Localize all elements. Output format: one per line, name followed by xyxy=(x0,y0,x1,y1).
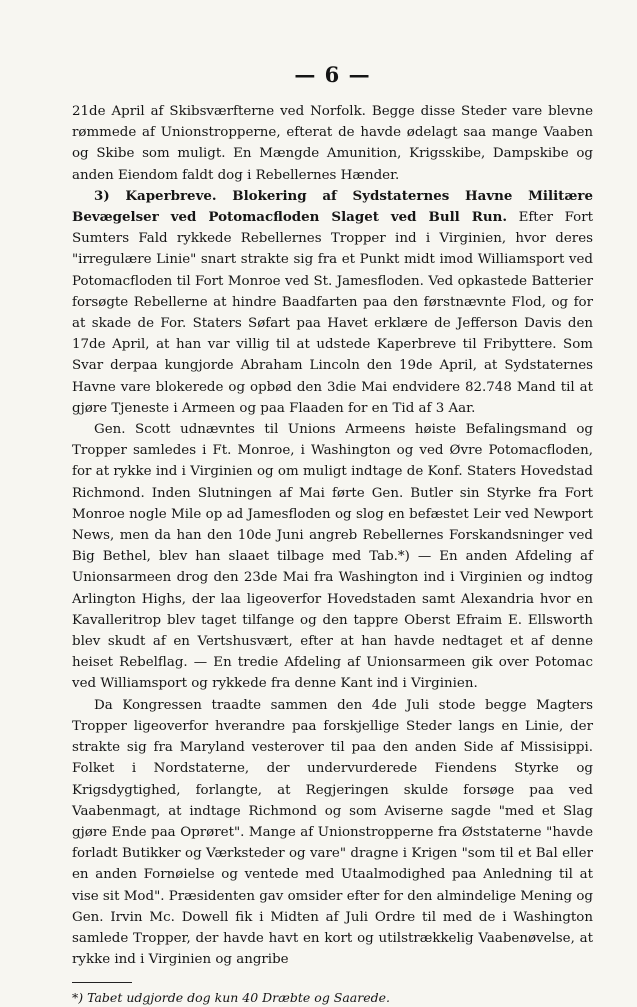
paragraph-1: 21de April af Skibsværfterne ved Norfolk. Begge disse Steder vare blevne rømmede af Unionstropperne, efterat de havde ødelagt saa mange Vaaben og Skibe som muligt. En Mængde Amunition, Krigsskibe, Dampskibe og anden Eiendom faldt dog i Rebellernes Hænder. xyxy=(72,104,593,183)
footnote: *) Tabet udgjorde dog kun 40 Dræbte og Saarede. xyxy=(72,990,391,1006)
paragraph-4: Da Kongressen traadte sammen den 4de Juli stode begge Magters Tropper ligeoverfor hverandre paa forskjellige Steder langs en Linie, der strakte sig fra Maryland vesterover til paa den anden Side af Missisippi. Folket i Nordstaterne, der undervurderede Fiendens Styrke og Krigsdygtighed, forlangte, at Regjeringen skulde forsøge paa ved Vaabenmagt, at indtage Richmond og som Aviserne sagde "med et Slag gjøre Ende paa Oprøret". Mange af Unionstropperne fra Øststaterne "havde forladt Butikker og Værksteder og vare" dragne i Krigen "som til et Bal eller en anden Fornøielse og ventede med Utaalmodighed paa Anledning til at vise sit Mod". Præsidenten gav omsider efter for den almindelige Mening og Gen. Irvin Mc. Dowell fik i Midten af Juli Ordre til med de i Washington samlede Tropper, der havde havt en kort og utilstrækkelig Vaabenøvelse, at rykke ind i Virginien og angribe xyxy=(72,697,593,968)
section-heading: 3) Kaperbreve. Blokering af Sydstaternes Havne Militære Bevægelser ved Potomacfloden Slaget ved Bull Run. xyxy=(72,187,593,226)
body-text xyxy=(72,101,593,970)
paragraph-3: Gen. Scott udnævntes til Unions Armeens høiste Befalingsmand og Tropper samledes i Ft. Monroe, i Washington og ved Øvre Potomacfloden, for at rykke ind i Virginien og om muligt indtage de Konf. Staters Hovedstad Richmond. Inden Slutningen af Mai førte Gen. Butler sin Styrke fra Fort Monroe nogle Mile op ad Jamesfloden og slog en befæstet Leir ved Newport News, men da han den 10de Juni angreb Rebellernes Forskandsninger ved Big Bethel, blev han slaaet tilbage med Tab.*) — En anden Afdeling af Unionsarmeen drog den 23de Mai fra Washington ind i Virginien og indtog Arlington Highs, der laa ligeoverfor Hovedstaden samt Alexandria hvor en Kavalleritrop blev taget tilfange og den tappre Oberst Efraim E. Ellsworth blev skudt af en Vertshusvært, efter at han havde nedtaget et af denne heiset Rebelflag. — En tredie Afdeling af Unionsarmeen gik over Potomac ved Williamsport og rykkede fra denne Kant ind i Virginien. xyxy=(72,422,593,692)
footnote-divider xyxy=(72,982,132,983)
page-number: — 6 — xyxy=(294,62,371,87)
paragraph-2 xyxy=(72,186,593,419)
paragraph-2-text: Efter Fort Sumters Fald rykkede Rebellernes Tropper ind i Virginien, hvor deres "irregulære Linie" snart strakte sig fra et Punkt midt imod Williamsport ved Potomacfloden til Fort Monroe ved St. Jamesfloden. Ved opkastede Batterier forsøgte Rebellerne at hindre Baadfarten paa den førstnævnte Flod, og for at skade de For. Staters Søfart paa Havet erklære de Jefferson Davis den 17de April, at han var villig til at udstede Kaperbreve til Fribyttere. Som Svar derpaa kungjorde Abraham Lincoln den 19de April, at Sydstaternes Havne vare blokerede og opbød den 3die Mai endvidere 82.748 Mand til at gjøre Tjeneste i Armeen og paa Flaaden for en Tid af 3 Aar. xyxy=(72,210,593,416)
